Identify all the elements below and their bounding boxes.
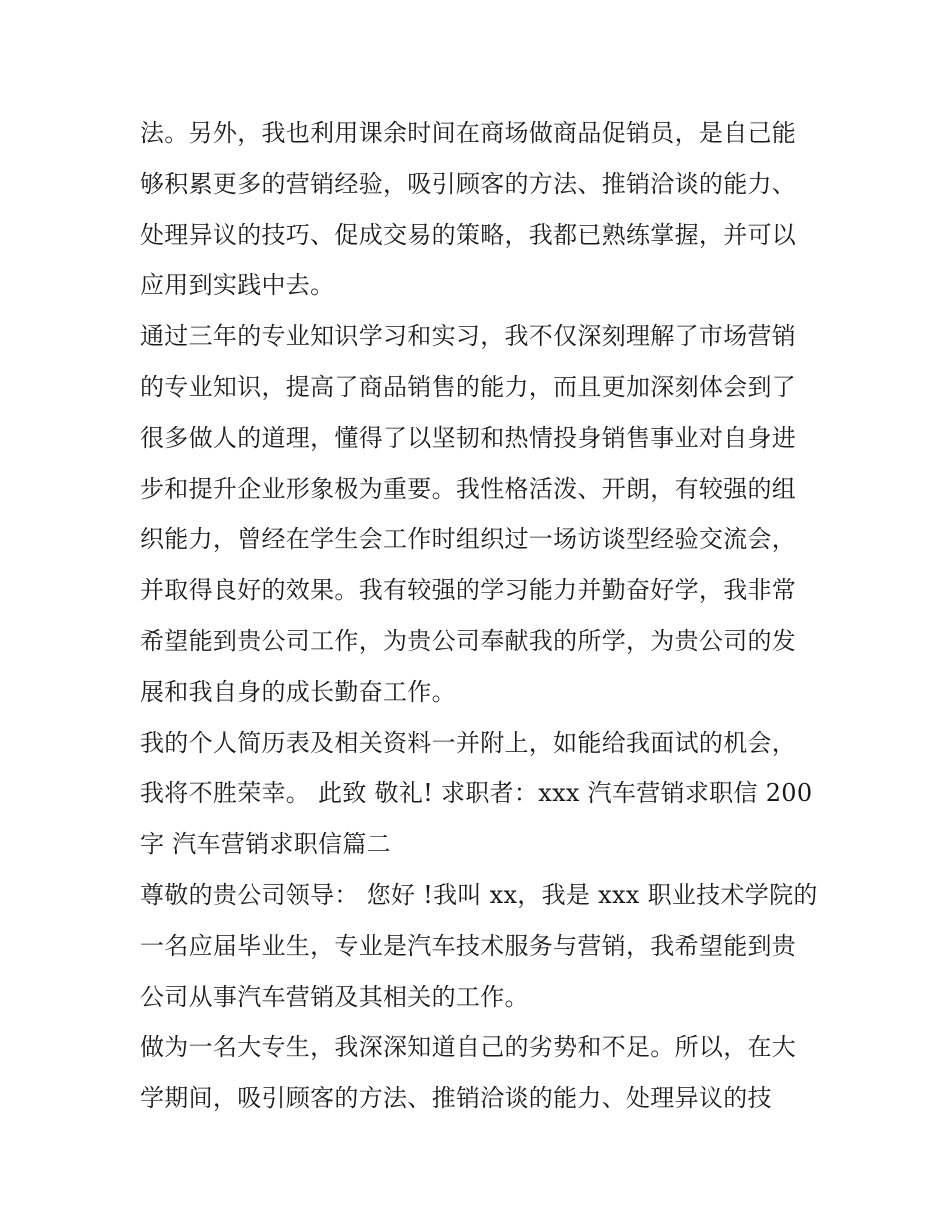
text-line: 应用到实践中去。 — [140, 271, 335, 300]
text-line: 织能力，曾经在学生会工作时组织过一场访谈型经验交流会， — [140, 525, 797, 554]
text-line: 够积累更多的营销经验，吸引顾客的方法、推销洽谈的能力、 — [140, 169, 797, 198]
text-line: 做为一名大专生，我深深知道自己的劣势和不足。所以，在大 — [140, 1033, 797, 1062]
text-line: 希望能到贵公司工作，为贵公司奉献我的所学，为贵公司的发 — [140, 626, 797, 655]
text-line: 公司从事汽车营销及其相关的工作。 — [140, 982, 529, 1011]
text-line: 我将不胜荣幸。 此致 敬礼! 求职者：xxx 汽车营销求职信 200 — [140, 779, 813, 808]
text-line: 步和提升企业形象极为重要。我性格活泼、开朗，有较强的组 — [140, 474, 797, 503]
text-line: 很多做人的道理，懂得了以坚韧和热情投身销售事业对自身进 — [140, 423, 797, 452]
text-line: 尊敬的贵公司领导： 您好 !我叫 xx，我是 xxx 职业技术学院的 — [140, 880, 818, 909]
text-line: 我的个人简历表及相关资料一并附上，如能给我面试的机会， — [140, 728, 797, 757]
text-line: 学期间，吸引顾客的方法、推销洽谈的能力、处理异议的技 — [140, 1084, 772, 1113]
text-line: 字 汽车营销求职信篇二 — [140, 830, 391, 859]
document-body — [140, 108, 820, 1124]
text-line: 处理异议的技巧、促成交易的策略，我都已熟练掌握，并可以 — [140, 220, 797, 249]
text-line: 展和我自身的成长勤奋工作。 — [140, 677, 456, 706]
text-line: 通过三年的专业知识学习和实习，我不仅深刻理解了市场营销 — [140, 322, 797, 351]
text-line: 法。另外，我也利用课余时间在商场做商品促销员，是自己能 — [140, 119, 797, 147]
text-line: 并取得良好的效果。我有较强的学习能力并勤奋好学，我非常 — [140, 576, 797, 605]
text-line: 的专业知识，提高了商品销售的能力，而且更加深刻体会到了 — [140, 372, 797, 401]
text-line: 一名应届毕业生，专业是汽车技术服务与营销，我希望能到贵 — [140, 931, 797, 960]
